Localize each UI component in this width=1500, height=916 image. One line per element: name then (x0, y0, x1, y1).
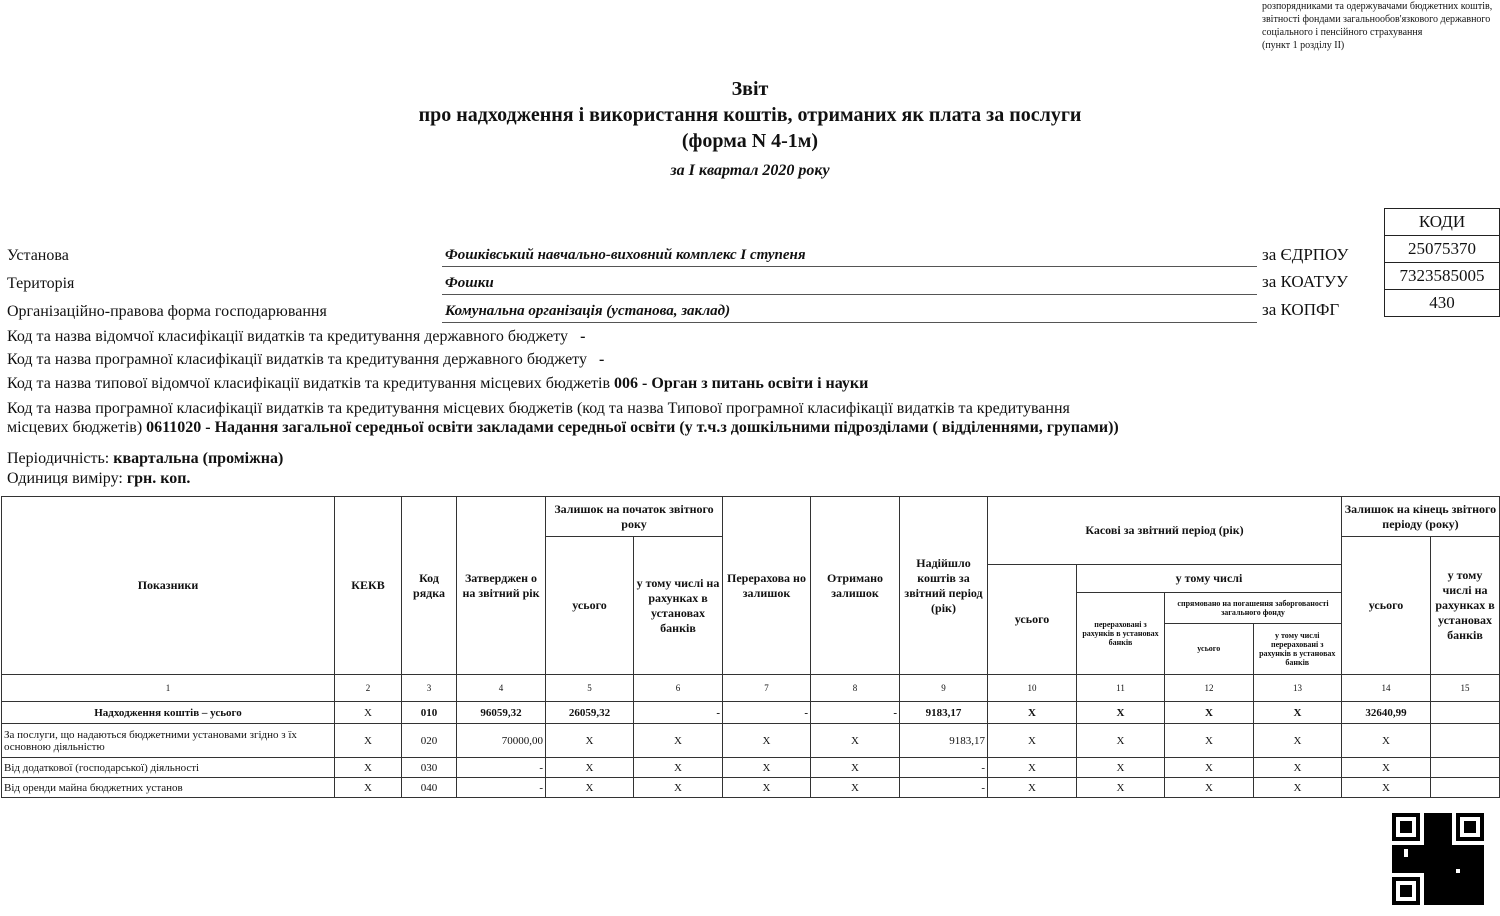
classification-line-3: Код та назва типової відомчої класифікації видатків та кредитування місцевих бюджетів 006 - Орган з питань освіти і науки (7, 375, 869, 392)
col-num-1: 1 (2, 675, 335, 702)
kopfg-code: 430 (1385, 290, 1500, 317)
row-cell-col-6: Х (634, 778, 723, 798)
row-cell-col-9: - (900, 758, 988, 778)
header-row-code: Код рядка (402, 497, 457, 675)
classification-line-2: Код та назва програмної класифікації видатків та кредитування державного бюджету - (7, 351, 605, 368)
col-num-6: 6 (634, 675, 723, 702)
row-cell-col-13: Х (1254, 702, 1342, 724)
header-approved: Затверджен о на звітний рік (457, 497, 546, 675)
classification-line-4-cont: місцевих бюджетів) 0611020 - Надання загальної середньої освіти закладами середньої освіти (у т.ч.з дошкільними підрозділами ( відділеннями, групами)) (7, 419, 1119, 436)
periodicity: Періодичність: квартальна (проміжна) (7, 450, 284, 467)
row-cell-col-10: Х (988, 724, 1077, 758)
row-cell-col-11: Х (1077, 724, 1165, 758)
row-cell-col-5: Х (546, 758, 634, 778)
row-cell-col-9: 9183,17 (900, 724, 988, 758)
row-cell-col-12: Х (1165, 702, 1254, 724)
corner-note-ref: (пункт 1 розділу ІІ) (1262, 40, 1345, 51)
header-indicators: Показники (2, 497, 335, 675)
report-title: Звіт (731, 78, 769, 100)
table-row (2, 758, 1500, 778)
header-cash-transf-banks: перераховані з рахунків в установах банків (1077, 593, 1165, 675)
row-cell-col-6: Х (634, 724, 723, 758)
header-received: Отримано залишок (811, 497, 900, 675)
header-debt (1165, 593, 1342, 675)
row-cell-col-14: Х (1342, 724, 1431, 758)
table-row (2, 724, 1500, 758)
table-row (2, 778, 1500, 798)
row-cell-col-8: Х (811, 724, 900, 758)
row-cell-col-9: 9183,17 (900, 702, 988, 724)
row-cell-col-9: - (900, 778, 988, 798)
codes-header: КОДИ (1385, 209, 1500, 236)
row-cell-col-4: 96059,32 (457, 702, 546, 724)
col-num-4: 4 (457, 675, 546, 702)
row-cell-col-7: - (723, 702, 811, 724)
col-num-11: 11 (1077, 675, 1165, 702)
col-num-14: 14 (1342, 675, 1431, 702)
table-row (2, 702, 1500, 724)
row-cell-col-15 (1431, 702, 1500, 724)
row-cell-col-2: Х (335, 724, 402, 758)
row-cell-col-5: Х (546, 778, 634, 798)
classification-line-4: Код та назва програмної класифікації видатків та кредитування місцевих бюджетів (код та назва Типової програмної класифікації видатків та кредитування (7, 400, 1070, 417)
header-balance-end-banks: у тому числі на рахунках в установах банків (1431, 537, 1500, 675)
row-cell-col-7: Х (723, 758, 811, 778)
col-num-2: 2 (335, 675, 402, 702)
header-cash-total: усього (988, 565, 1077, 675)
header-debt-label: спрямовано на погашення заборгованості загального фонду (1165, 593, 1341, 623)
row-cell-col-12: Х (1165, 758, 1254, 778)
row-cell-col-4: - (457, 758, 546, 778)
report-period: за I квартал 2020 року (670, 162, 830, 179)
legal-form-label: Організаційно-правова форма господарювання (7, 303, 327, 320)
header-cash: Касові за звітний період (рік) (988, 497, 1342, 565)
row-cell-col-13: Х (1254, 724, 1342, 758)
header-income: Надійшло коштів за звітний період (рік) (900, 497, 988, 675)
header-cash-incl: у тому числі (1077, 565, 1342, 593)
row-cell-col-6: - (634, 702, 723, 724)
row-name: Від додаткової (господарської) діяльності (2, 758, 335, 778)
corner-note (1262, 0, 1498, 52)
row-cell-col-14: 32640,99 (1342, 702, 1431, 724)
row-cell-col-10: Х (988, 778, 1077, 798)
koatuu-label: за КОАТУУ (1262, 272, 1349, 291)
row-cell-col-7: Х (723, 724, 811, 758)
report-form: (форма N 4-1м) (681, 130, 819, 152)
col-num-12: 12 (1165, 675, 1254, 702)
row-cell-col-2: Х (335, 778, 402, 798)
col-num-7: 7 (723, 675, 811, 702)
row-cell-col-13: Х (1254, 778, 1342, 798)
col-num-3: 3 (402, 675, 457, 702)
row-cell-col-3: 040 (402, 778, 457, 798)
row-cell-col-13: Х (1254, 758, 1342, 778)
corner-note-text: розпорядниками та одержувачами бюджетних коштів, звітності фондами загальнообов'язкового державного соціального і пенсійного страхування (1262, 1, 1493, 38)
row-cell-col-6: Х (634, 758, 723, 778)
row-name: Від оренди майна бюджетних установ (2, 778, 335, 798)
row-cell-col-4: 70000,00 (457, 724, 546, 758)
row-cell-col-7: Х (723, 778, 811, 798)
row-cell-col-2: Х (335, 758, 402, 778)
header-kekv: КЕКВ (335, 497, 402, 675)
header-balance-end-total: усього (1342, 537, 1431, 675)
row-cell-col-12: Х (1165, 724, 1254, 758)
header-debt-banks: у тому числі перераховані з рахунків в установах банків (1259, 630, 1336, 667)
row-cell-col-8: Х (811, 778, 900, 798)
edrpou-code: 25075370 (1385, 236, 1500, 263)
row-cell-col-11: Х (1077, 778, 1165, 798)
territory-underline (442, 294, 1257, 295)
institution-value: Фошківський навчально-виховний комплекс І ступеня (445, 247, 806, 263)
unit: Одиниця виміру: грн. коп. (7, 470, 191, 487)
row-cell-col-15 (1431, 724, 1500, 758)
row-name: За послуги, що надаються бюджетними установами згідно з їх основною діяльністю (2, 724, 335, 758)
row-cell-col-10: Х (988, 758, 1077, 778)
col-num-9: 9 (900, 675, 988, 702)
edrpou-label: за ЄДРПОУ (1262, 245, 1349, 264)
row-cell-col-14: Х (1342, 758, 1431, 778)
col-num-13: 13 (1254, 675, 1342, 702)
col-num-8: 8 (811, 675, 900, 702)
header-balance-start-total: усього (546, 537, 634, 675)
row-name: Надходження коштів – усього (2, 702, 335, 724)
legal-form-value: Комунальна організація (установа, заклад) (445, 303, 731, 319)
header-debt-total: усього (1165, 623, 1253, 674)
territory-value: Фошки (445, 275, 494, 291)
row-cell-col-11: Х (1077, 758, 1165, 778)
classification-line-1: Код та назва відомчої класифікації видатків та кредитування державного бюджету - (7, 328, 586, 345)
institution-underline (442, 266, 1257, 267)
debt-subtable (1165, 593, 1341, 674)
row-cell-col-5: Х (546, 724, 634, 758)
header-balance-start-banks: у тому числі на рахунках в установах банків (634, 537, 723, 675)
row-cell-col-12: Х (1165, 778, 1254, 798)
col-num-10: 10 (988, 675, 1077, 702)
header-balance-end: Залишок на кінець звітного періоду (року) (1342, 497, 1500, 537)
row-cell-col-3: 030 (402, 758, 457, 778)
row-cell-col-3: 020 (402, 724, 457, 758)
col-num-5: 5 (546, 675, 634, 702)
col-num-15: 15 (1431, 675, 1500, 702)
institution-label: Установа (7, 247, 69, 264)
row-cell-col-15 (1431, 758, 1500, 778)
kopfg-label: за КОПФГ (1262, 300, 1340, 319)
row-cell-col-3: 010 (402, 702, 457, 724)
row-cell-col-2: Х (335, 702, 402, 724)
row-cell-col-11: Х (1077, 702, 1165, 724)
koatuu-code: 7323585005 (1385, 263, 1500, 290)
qr-code (1392, 813, 1484, 905)
row-cell-col-8: Х (811, 758, 900, 778)
row-cell-col-5: 26059,32 (546, 702, 634, 724)
report-table (1, 496, 1500, 798)
row-cell-col-10: Х (988, 702, 1077, 724)
territory-label: Територія (7, 275, 75, 292)
codes-table (1384, 208, 1500, 317)
report-subtitle: про надходження і використання коштів, отриманих як плата за послуги (418, 104, 1082, 126)
legal-form-underline (442, 322, 1257, 323)
row-cell-col-15 (1431, 778, 1500, 798)
row-cell-col-8: - (811, 702, 900, 724)
header-transferred: Перерахова но залишок (723, 497, 811, 675)
row-cell-col-14: Х (1342, 778, 1431, 798)
header-balance-start: Залишок на початок звітного року (546, 497, 723, 537)
row-cell-col-4: - (457, 778, 546, 798)
